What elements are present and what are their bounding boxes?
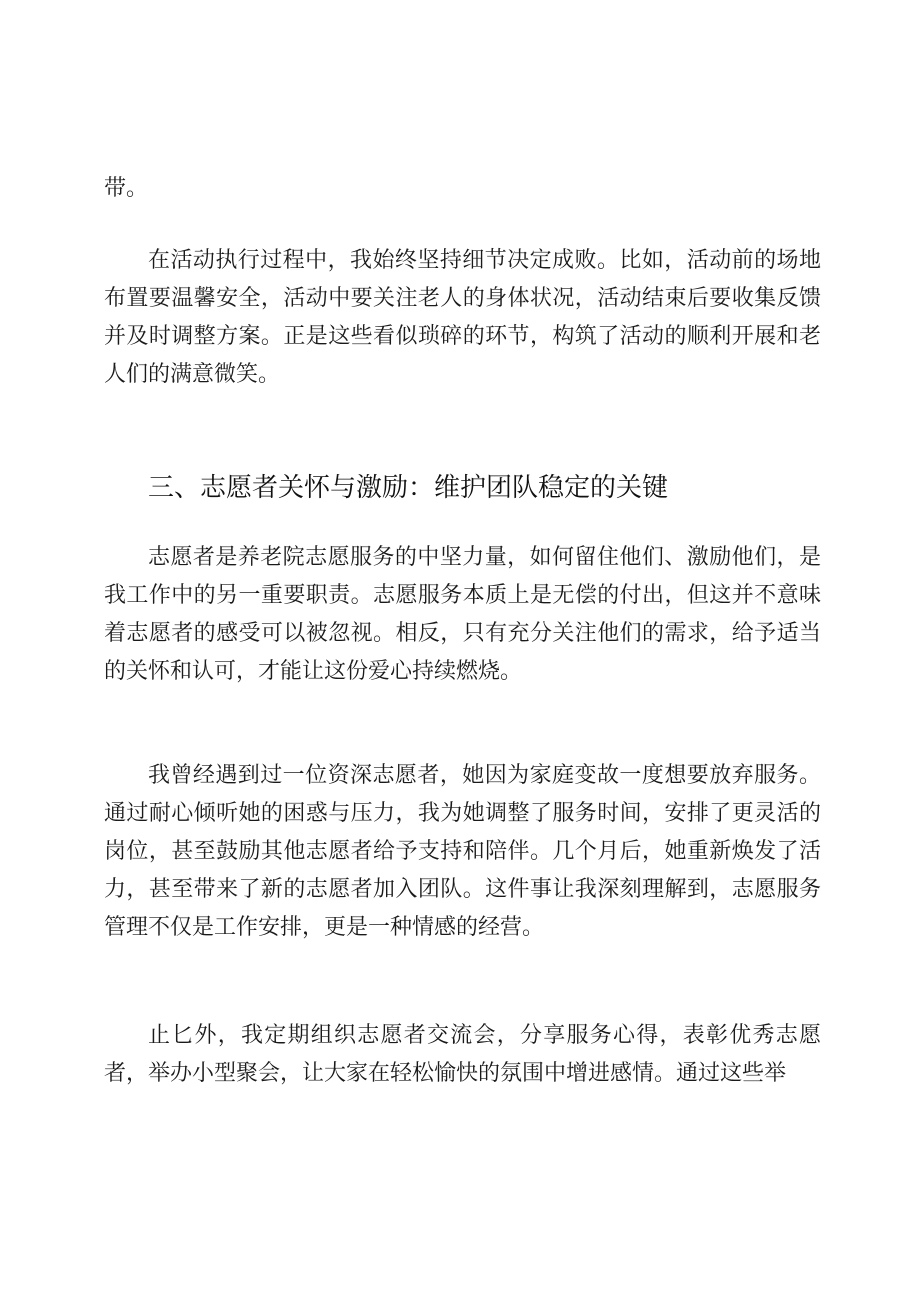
paragraph-activity-details: 在活动执行过程中，我始终坚持细节决定成败。比如，活动前的场地布置要温馨安全，活动中要关注老人的身体状况，活动结束后要收集反馈并及时调整方案。正是这些看似琐碎的环节，构筑了活动的顺利开展和老人们的满意微笑。 — [104, 248, 821, 387]
paragraph-volunteer-story: 我曾经遇到过一位资深志愿者，她因为家庭变故一度想要放弃服务。通过耐心倾听她的困惑与压力，我为她调整了服务时间，安排了更灵活的岗位，甚至鼓励其他志愿者给予支持和陪伴。几个月后，她重新焕发了活力，甚至带来了新的志愿者加入团队。这件事让我深刻理解到，志愿服务管理不仅是工作安排，更是一种情感的经营。 — [104, 763, 821, 940]
paragraph-volunteer-care: 志愿者是养老院志愿服务的中坚力量，如何留住他们、激励他们，是我工作中的另一重要职责。志愿服务本质上是无偿的付出，但这并不意味着志愿者的感受可以被忽视。相反，只有充分关注他们的需求，给予适当的关怀和认可，才能让这份爱心持续燃烧。 — [104, 545, 821, 684]
section-heading: 三、志愿者关怀与激励：维护团队稳定的关键 — [148, 473, 669, 503]
paragraph-continuation: 带。 — [104, 176, 149, 201]
paragraph-exchange-meetings: 止匕外，我定期组织志愿者交流会，分享服务心得，表彰优秀志愿者，举办小型聚会，让大家在轻松愉快的氛围中增进感情。通过这些举 — [104, 1023, 821, 1086]
